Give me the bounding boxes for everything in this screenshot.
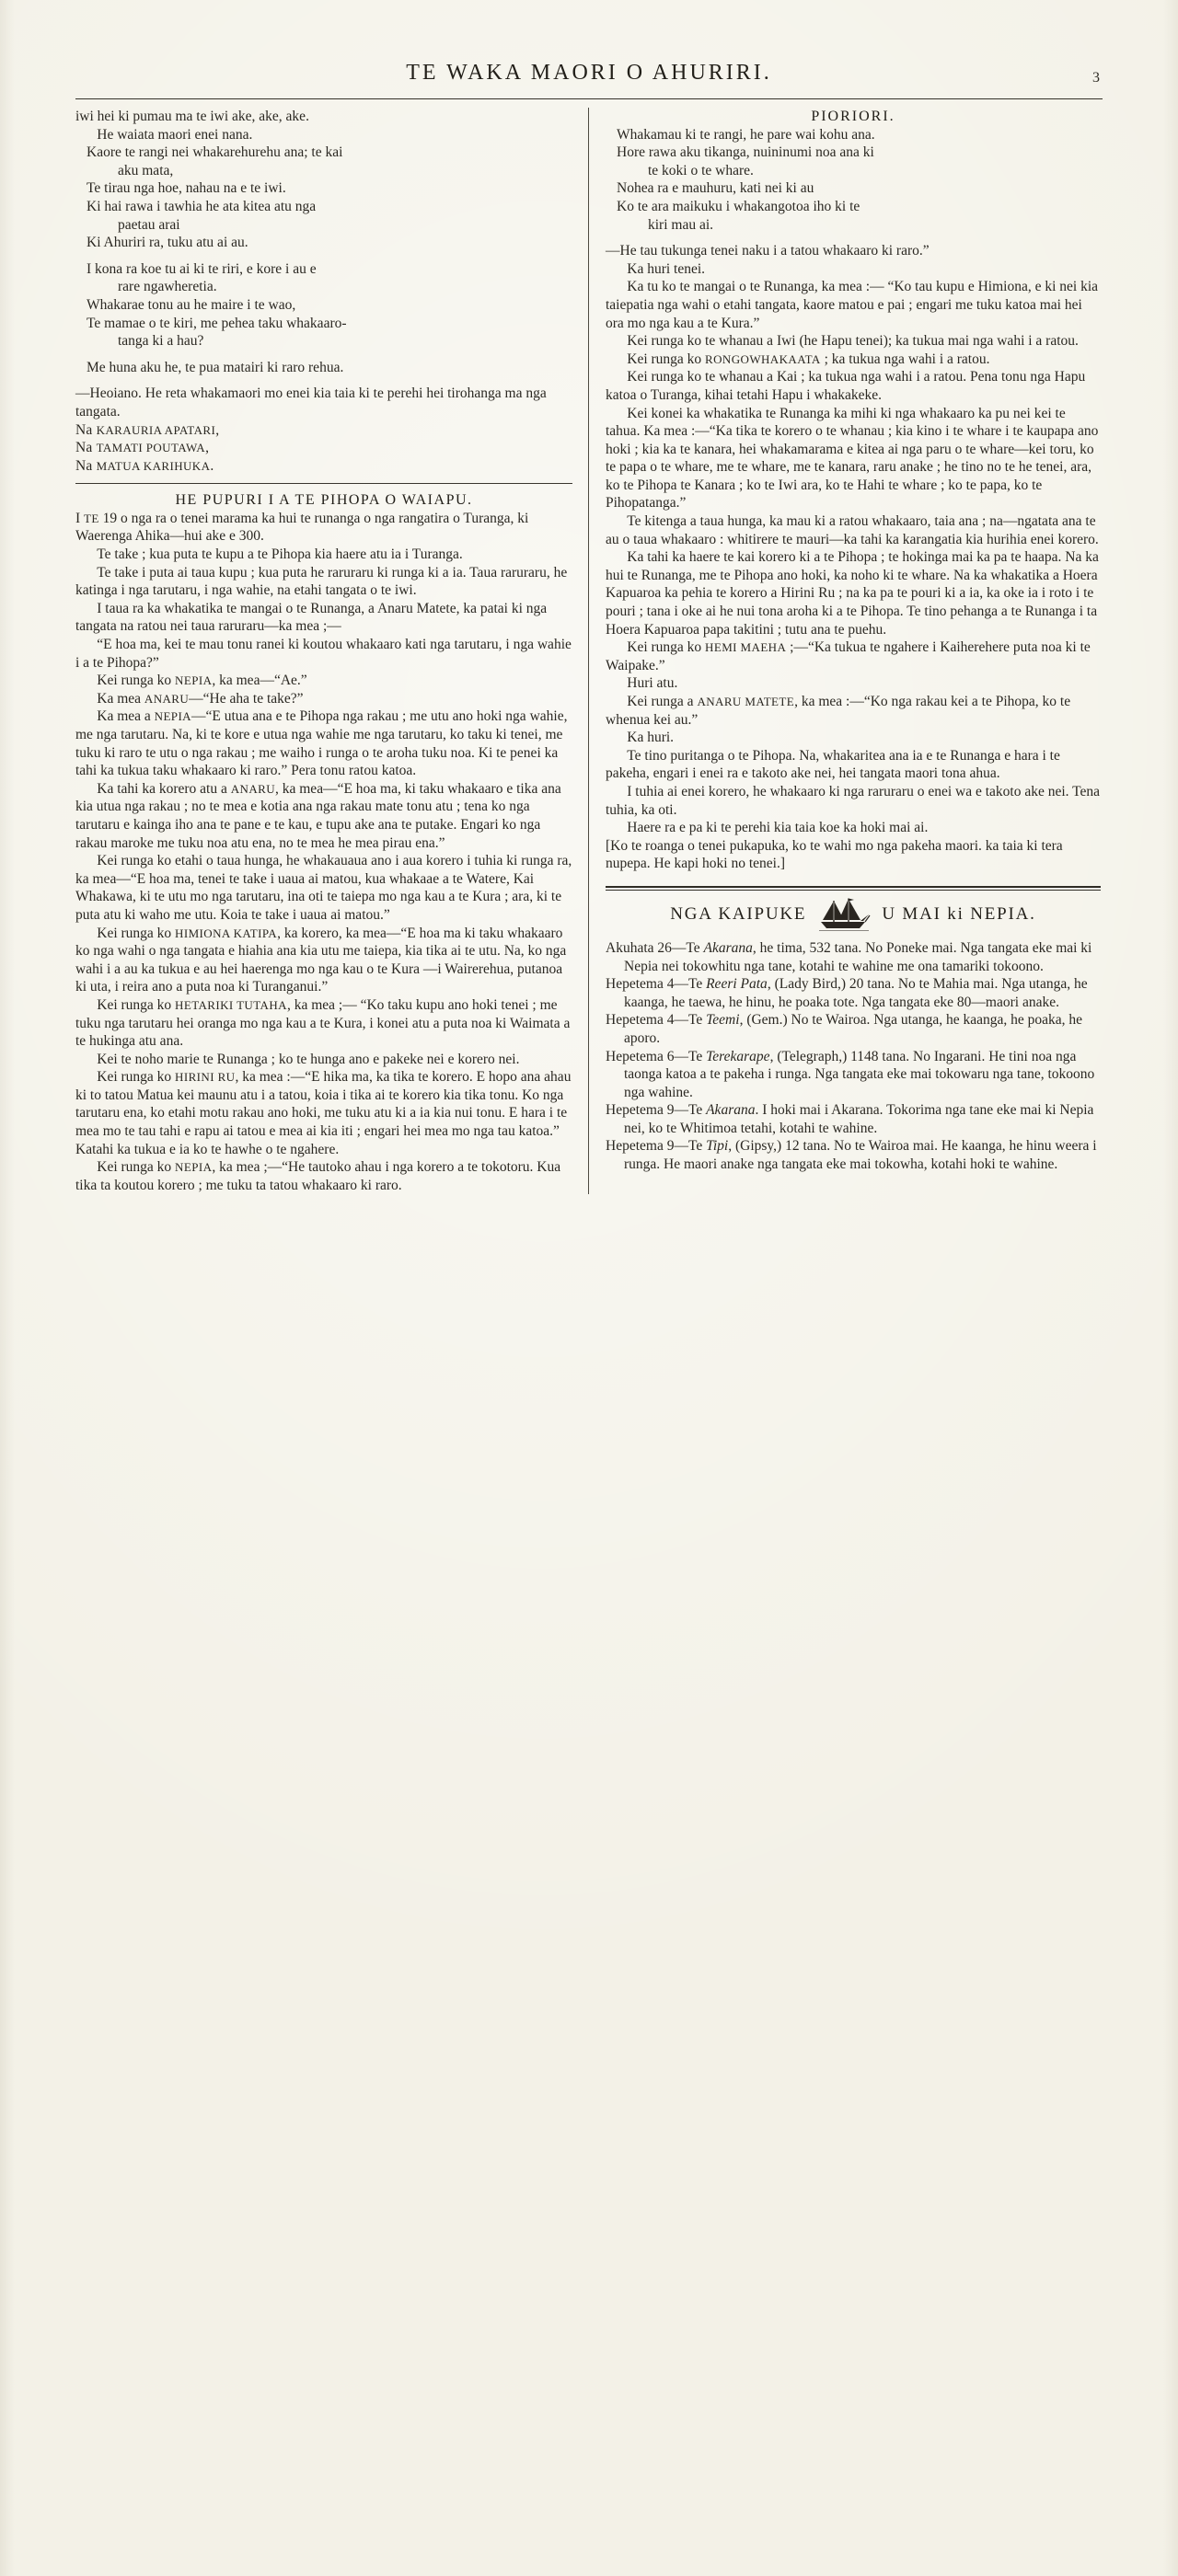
shipping-entry: Hepetema 4—Te Teemi, (Gem.) No te Wairoa. Nga utanga, he kaanga, he poaka, he aporo. xyxy=(606,1012,1083,1046)
columns xyxy=(75,108,1103,1194)
paragraph: Kei runga a ANARU MATETE, ka mea :—“Ko nga rakau kei a te Pihopa, ko te whenua kei au.” xyxy=(606,694,1071,728)
paragraph: [Ko te roanga o tenei pukapuka, ko te wahi mo nga pakeha maori. ka taia ki tera nupepa. He kapi hoki no tenei.] xyxy=(606,837,1063,872)
small-caps-name: ANARU MATETE xyxy=(697,695,795,708)
paragraph: Kei runga ko RONGOWHAKAATA ; ka tukua nga wahi i a ratou. xyxy=(627,351,990,367)
masthead-title: TE WAKA MAORI O AHURIRI. xyxy=(406,61,772,85)
signature-line: Na KARAURIA APATARI, xyxy=(75,421,220,438)
ship-name: Teemi xyxy=(706,1012,740,1029)
paragraph: Kei runga ko HETARIKI TUTAHA, ka mea ;— “Ko taku kupu ano hoki tenei ; me tuku nga tarutaru hei oranga mo nga kau a te Kura, i konei atu a puta noa ki Waimata a te hukinga atu ana. xyxy=(75,996,571,1050)
paragraph: Ka huri. xyxy=(627,730,675,746)
shipping-entry: Hepetema 9—Te Akarana. I hoki mai i Akarana. Tokorima nga tane eke mai ki Nepia nei, ko te Whitimoa tetahi, kotahi te wahine. xyxy=(606,1102,1094,1136)
paragraph: Kei runga ko te whanau a Iwi (he Hapu tenei); ka tukua mai nga wahi i a ratou. xyxy=(627,333,1079,350)
verse-line: Whakamau ki te rangi, he pare wai kohu ana. xyxy=(617,126,875,143)
small-caps-name: ANARU xyxy=(144,691,190,706)
shipping-heading xyxy=(606,897,1101,932)
paragraph: Haere ra e pa ki te perehi kia taia koe ka hoki mai ai. xyxy=(627,820,929,836)
verse-line: Hore rawa aku tikanga, nuininumi noa ana ki xyxy=(617,144,874,161)
ship-icon xyxy=(817,897,871,932)
page-number: 3 xyxy=(1092,70,1100,86)
small-caps-name: HIRINI RU xyxy=(175,1070,236,1085)
spacer xyxy=(75,376,572,385)
small-caps-name: TE xyxy=(84,511,99,525)
paragraph: Kei runga ko NEPIA, ka mea ;—“He tautoko ahau i nga korero a te tokotoru. Kua tika ta koutou korero ; me tuku ta tatou whakaaro ki raro. xyxy=(75,1159,561,1193)
left-column xyxy=(75,108,588,1194)
verse-line: Kaore te rangi nei whakarehurehu ana; te kai xyxy=(87,144,343,161)
small-caps-name: KARAURIA APATARI xyxy=(96,422,216,437)
shipping-title-left: NGA KAIPUKE xyxy=(670,904,807,925)
shipping-entry: Hepetema 6—Te Terekarape, (Telegraph,) 1148 tana. No Ingarani. He tini noa nga taonga katoa a te pakeha i runga. Nga tangata eke mai tokowaru nga tane, tokoono nga wahine. xyxy=(606,1048,1095,1100)
paragraph: Ka tahi ka haere te kai korero ki a te Pihopa ; te hokinga mai ka pa te haapa. Na ka hui te Runanga, me te Pihopa ano hoki, ka noho ki te whare. Na ka whakatika a Hoera Kapuaroa ka pehia te korero a Hirini Ru ; na ka pa te pouri ki a ia, ka oke ia i roto i te pouri ; tana i oke ai he nui tona aroha ki a te Pihopa. Te tino pehanga a te Runanga i ta Hoera Kapuaroa papa takitini ; tutu ana te puehu. xyxy=(606,549,1099,638)
verse-line: Ko te ara maikuku i whakangotoa iho ki te xyxy=(617,198,860,214)
ship-name: Akarana xyxy=(706,1102,756,1119)
small-caps-name: NEPIA xyxy=(175,1160,213,1175)
divider-rule xyxy=(75,483,572,484)
paragraph: Te tino puritanga o te Pihopa. Na, whakaritea ana ia e te Runanga e hara i te pakeha, engari i enei ra e takoto ake nei, hei tangata maori tona ahua. xyxy=(606,747,1060,782)
right-column-blocks xyxy=(606,108,1101,873)
paragraph: Kei te noho marie te Runanga ; ko te hunga ano e pakeke nei e korero nei. xyxy=(97,1051,520,1067)
shipping-entry: Hepetema 4—Te Reeri Pata, (Lady Bird,) 20 tana. No te Mahia mai. Nga utanga, he kaanga, he taewa, he hinu, he poaka tote. Nga tangata eke 80—maori anake. xyxy=(606,976,1088,1010)
shipping-entry: Akuhata 26—Te Akarana, he tima, 532 tana. No Poneke mai. Nga tangata eke mai ki Nepia nei tokowhitu nga tane, kotahi te wahine me ona tamariki tokoono. xyxy=(606,939,1092,974)
spacer xyxy=(75,351,572,359)
poem-heading: PIORIORI. xyxy=(811,109,895,124)
shipping-entries xyxy=(606,939,1101,1174)
verse-line: Ki Ahuriri ra, tuku atu ai au. xyxy=(87,235,248,251)
paragraph: Huri atu. xyxy=(627,675,678,692)
newspaper-page xyxy=(75,0,1103,1194)
small-caps-name: HEMI MAEHA xyxy=(705,640,787,655)
spacer xyxy=(75,252,572,260)
paragraph: Kei runga ko HIRINI RU, ka mea :—“E hika ma, ka tika te korero. E hopo ana ahau ki to tatou Matua kei maunu atu i a tatou, koia i tika ai te korero kia tika tonu. Ko nga tarutaru ena, ko etahi motu rakau ano hoki, me tuku atu ki a ia kia nui tonu. E hara i te mea mo te tau tahi e rapu ai tatou e mea ai kia iti ; engari hei mea mo nga tau katoa.” Katahi ka tukua e ia ko te hawhe o te ngahere. xyxy=(75,1069,572,1157)
paragraph: I tuhia ai enei korero, he whakaaro ki nga raruraru o enei wa e takoto ake nei. Tena tuhia, ka oti. xyxy=(606,783,1101,818)
verse-continuation: aku mata, xyxy=(118,162,174,178)
paragraph: Ka mea ANARU—“He aha te take?” xyxy=(97,690,304,707)
section-heading: HE PUPURI I A TE PIHOPA O WAIAPU. xyxy=(175,492,473,509)
page-header xyxy=(75,61,1103,92)
signature-line: Na TAMATI POUTAWA, xyxy=(75,440,210,456)
paragraph: Ka tu ko te mangai o te Runanga, ka mea :— “Ko tau kupu e Himiona, e ki nei kia taiepatia nga wahi o etahi tangata, kaore matou e pai ; engari me tuku katoa mai hei ora mo nga kau a te Kura.” xyxy=(606,279,1099,331)
small-caps-name: NEPIA xyxy=(154,709,191,724)
paragraph: I TE 19 o nga ra o tenei marama ka hui te runanga o nga rangatira o Turanga, ki Waerenga Ahika—hui ake e 300. xyxy=(75,510,529,545)
paragraph: Ka huri tenei. xyxy=(627,260,706,277)
right-column xyxy=(588,108,1101,1194)
small-caps-name: NEPIA xyxy=(175,673,213,688)
spacer xyxy=(606,234,1101,242)
paragraph: —He tau tukunga tenei naku i a tatou whakaaro ki raro.” xyxy=(606,243,930,259)
small-caps-name: ANARU xyxy=(230,781,275,796)
paragraph: I taua ra ka whakatika te mangai o te Runanga, a Anaru Matete, ka patai ki nga tangata na ratou nei taua raruraru—ka mea ;— xyxy=(75,600,548,635)
verse-continuation: tanga ki a hau? xyxy=(118,333,204,350)
verse-line: Nohea ra e mauhuru, kati nei ki au xyxy=(617,180,814,197)
verse-continuation: kiri mau ai. xyxy=(648,216,714,233)
verse-line: Te mamae o te kiri, me pehea taku whakaaro- xyxy=(87,315,347,331)
ship-name: Reeri Pata xyxy=(706,976,768,993)
paragraph: Te take i puta ai taua kupu ; kua puta he raruraru ki runga ki a ia. Taua raruraru, he katinga i nga tarutaru, i nga wahie, na etahi tangata o te iwi. xyxy=(75,564,568,599)
signature-line: Na MATUA KARIHUKA. xyxy=(75,457,214,474)
paragraph: Kei runga ko NEPIA, ka mea—“Ae.” xyxy=(97,673,307,689)
verse-line: Te tirau nga hoe, nahau na e te iwi. xyxy=(87,180,286,197)
verse-line: Whakarae tonu au he maire i te wao, xyxy=(87,296,296,313)
ship-name: Akarana xyxy=(703,939,753,956)
ship-name: Terekarape xyxy=(706,1048,770,1064)
paragraph: Ka tahi ka korero atu a ANARU, ka mea—“E hoa ma, ki taku whakaaro e tika ana kia utua nga rakau ; no te mea e kotia ana nga rakau mate tonu atu ; tena ko nga tarutaru e kainga iho ana te pane e te kau, e tupu ake ana te putake. Engari ko nga rakau maroke me tuku noa atu ena, no te mea he mea pirau ena.” xyxy=(75,780,561,851)
paragraph: “E hoa ma, kei te mau tonu ranei ki koutou whakaaro kati nga tarutaru, i nga wahie i a te Pihopa?” xyxy=(75,637,572,671)
header-rule xyxy=(75,98,1103,99)
paragraph: Kei konei ka whakatika te Runanga ka mihi ki nga whakaaro ka pu nei kei te tahua. Ka mea :—“Ka tika te korero o te whanau ; kia kino i te whare i te kaupapa ano hoki ; kia ka te kanara, hei whakamarama e kitea ai nga paru o te whare—kei toru, ko te papa o te whare, me te whare, me te kanara, raru anake ; he tino no te he tenei, ara, ko te Pihopa te Kanara ; ko te Iwi ara, ko te Hahi te whare ; ko te papa, ko te Pihopatanga.” xyxy=(606,405,1099,512)
paragraph: Te kitenga a taua hunga, ka mau ki a ratou whakaaro, taia ana ; na—ngatata ana te au o taua whakaaro : whitirere te mauri—ka tahi ka karangatia kia hurihia enei korero. xyxy=(606,513,1099,547)
small-caps-name: MATUA KARIHUKA xyxy=(96,458,211,473)
paragraph: Ka mea a NEPIA—“E utua ana e te Pihopa nga rakau ; me utu ano hoki nga wahie, me nga tarutaru. Na, ki te kore e utua nga wahie me nga tarutaru, ko taku ki tenei, me tuku ki raro te utu o nga rakau ; me waiho i runga o te aroha tuku noa. Ki te penei ka tahi ka tukua taku whakaaro ki raro.” Pera tonu ratou katoa. xyxy=(75,708,568,779)
shipping-title-right: U MAI ki NEPIA. xyxy=(882,904,1036,925)
verse-continuation: te koki o te whare. xyxy=(648,162,754,178)
paragraph: Kei runga ko etahi o taua hunga, he whakauaua ano i aua korero i tuhia ki runga ra, ka mea—“E hoa ma, tenei te take i uaua ai matou, kua whakaae a te Watere, Kai Whakawa, ki te utu mo nga tarutaru, ina oti te taiepa mo nga kau a te Kura ; ara, ki te puta atu ki waho me utu. Koia te take i uaua ai matou.” xyxy=(75,853,572,923)
small-caps-name: HETARIKI TUTAHA xyxy=(175,997,287,1012)
verse-continuation: paetau arai xyxy=(118,216,180,233)
paragraph: Te take ; kua puta te kupu a te Pihopa kia haere atu ia i Turanga. xyxy=(97,546,463,563)
paragraph: Kei runga ko HEMI MAEHA ;—“Ka tukua te ngahere i Kaiherehere puta noa ki te Waipake.” xyxy=(606,639,1091,673)
verse-line: Ki hai rawa i tawhia he ata kitea atu nga xyxy=(87,198,317,214)
paragraph: Kei runga ko te whanau a Kai ; ka tukua nga wahi i a ratou. Pena tonu nga Hapu katoa o Turanga, kihai tetahi Hapu i whakakeke. xyxy=(606,369,1086,403)
ship-name: Tipi xyxy=(706,1138,729,1155)
paragraph: He waiata maori enei nana. xyxy=(97,126,253,143)
paragraph: iwi hei ki pumau ma te iwi ake, ake, ake. xyxy=(75,109,309,124)
verse-continuation: rare ngawheretia. xyxy=(118,279,217,295)
paragraph: —Heoiano. He reta whakamaori mo enei kia taia ki te perehi hei tirohanga ma nga tangata. xyxy=(75,385,547,420)
small-caps-name: RONGOWHAKAATA xyxy=(705,351,821,366)
small-caps-name: HIMIONA KATIPA xyxy=(175,926,278,940)
paragraph: Kei runga ko HIMIONA KATIPA, ka korero, ka mea—“E hoa ma ki taku whakaaro ko nga wahi o nga tangata e hiahia ana kia utu me taiepa, kia tika ai te utu. Na, ko nga wahi i a au ka tukua e au hei haerenga mo nga kau o te Kura —i Wairerehua, putanoa ki uta, i reira ano a puta noa ki Turanganui.” xyxy=(75,925,567,995)
shipping-entry: Hepetema 9—Te Tipi, (Gipsy,) 12 tana. No te Wairoa mai. He kaanga, he hinu weera i runga. He maori anake nga tangata eke mai tokowha, kotahi hoki te wahine. xyxy=(606,1138,1097,1173)
small-caps-name: TAMATI POUTAWA xyxy=(96,441,206,455)
verse-line: Me huna aku he, te pua matairi ki raro rehua. xyxy=(87,359,344,375)
verse-line: I kona ra koe tu ai ki te riri, e kore i au e xyxy=(87,260,317,277)
shipping-section-rule xyxy=(606,886,1101,891)
